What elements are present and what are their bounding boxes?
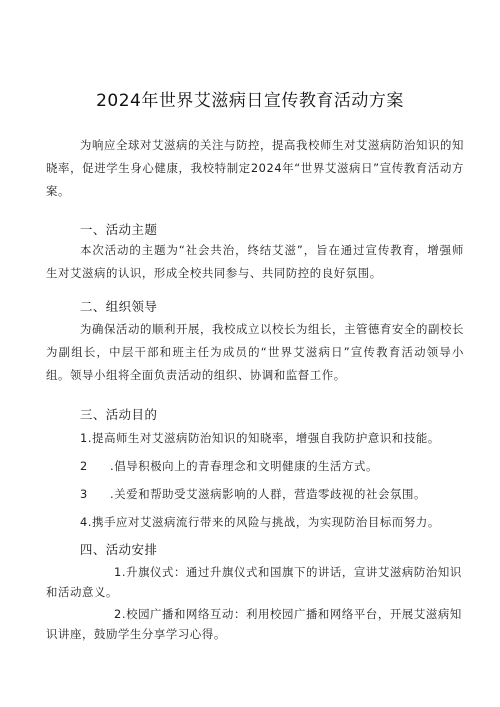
list-item — [46, 562, 464, 602]
section-heading-schedule: 四、活动安排 — [80, 542, 158, 557]
list-item — [80, 428, 470, 448]
section-heading-purpose: 三、活动目的 — [80, 407, 158, 422]
list-item-text: .升旗仪式：通过升旗仪式和国旗下的讲话，宣讲艾滋病防治知识和活动意义。 — [46, 565, 462, 599]
list-item — [46, 604, 464, 644]
list-item-number: 2 — [80, 459, 88, 473]
intro-paragraph: 为响应全球对艾滋病的关注与防控，提高我校师生对艾滋病防治知识的知晓率，促进学生身心健康，我校特制定2024年“世界艾滋病日”宣传教育活动方案。 — [46, 138, 464, 198]
list-item-number: 1 — [114, 565, 122, 579]
section-heading-leadership: 二、组织领导 — [80, 299, 158, 314]
list-item-text: .倡导积极向上的青春理念和文明健康的生活方式。 — [110, 459, 379, 473]
list-item-number: 4 — [80, 515, 88, 529]
list-item-text: .携手应对艾滋病流行带来的风险与挑战，为实现防治目标而努力。 — [87, 515, 440, 529]
list-item — [80, 512, 470, 532]
list-item-text: .提高师生对艾滋病防治知识的知晓率，增强自我防护意识和技能。 — [87, 431, 440, 445]
section-heading-theme: 一、活动主题 — [80, 222, 158, 237]
list-item-text: .关爱和帮助受艾滋病影响的人群，营造零歧视的社会氛围。 — [110, 487, 426, 501]
document-title: 2024年世界艾滋病日宣传教育活动方案 — [96, 91, 404, 111]
list-item-number: 2 — [114, 607, 122, 621]
section-text-theme: 本次活动的主题为“社会共治，终结艾滋”，旨在通过宣传教育，增强师生对艾滋病的认识，形成全校共同参与、共同防控的良好氛围。 — [46, 243, 464, 280]
section-text-leadership: 为确保活动的顺利开展，我校成立以校长为组长，主管德育安全的副校长为副组长，中层干部和班主任为成员的“世界艾滋病日”宣传教育活动领导小组。领导小组将全面负责活动的组织、协调和监督工作。 — [46, 322, 464, 382]
list-item — [80, 484, 470, 504]
list-item-number: 1 — [80, 431, 88, 445]
list-item-text: .校园广播和网络互动：利用校园广播和网络平台，开展艾滋病知识讲座，鼓励学生分享学习心得。 — [46, 607, 462, 641]
list-item — [80, 456, 470, 476]
list-item-number: 3 — [80, 487, 88, 501]
